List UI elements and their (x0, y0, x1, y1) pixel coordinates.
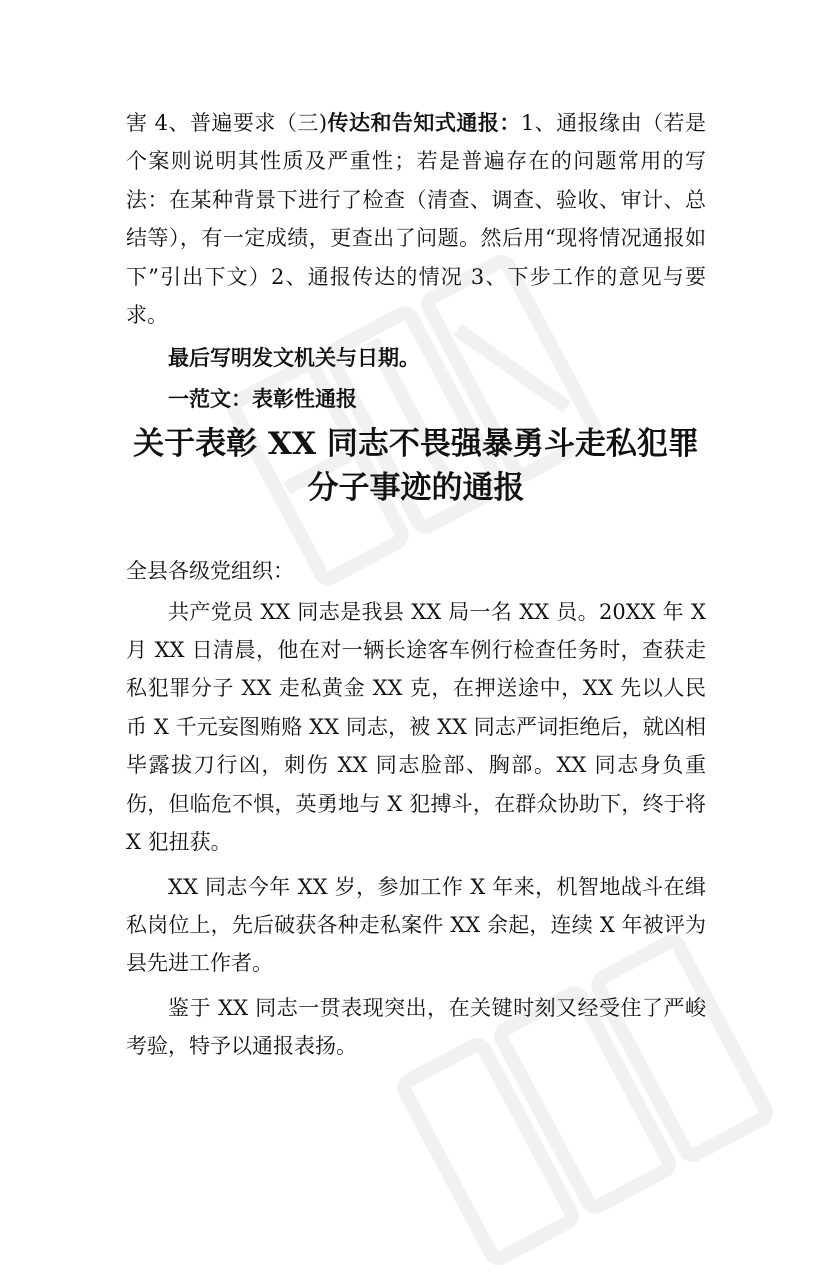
body-paragraph-1: 共产党员 XX 同志是我县 XX 局一名 XX 员。20XX 年 X 月 XX 日清晨，他在对一辆长途客车例行检查任务时，查获走私犯罪分子 XX 走私黄金 XX 克，在押送途中，XX 先以人民币 X 千元妄图贿赂 XX 同志，被 XX 同志严词拒绝后，就凶相毕露拔刀行凶，刺伤 XX 同志脸部、胸部。XX 同志身负重伤，但临危不惧，英勇地与 X 犯搏斗，在群众协助下，终于将 X 犯扭获。 (126, 599, 706, 855)
intro-text-rest: 1、通报缘由（若是个案则说明其性质及严重性；若是普遍存在的问题常用的写法：在某种背景下进行了检查（清查、调查、验收、审计、总结等），有一定成绩，更查出了问题。然后用“现将情况通报如下”引出下文）2、通报传达的情况 3、下步工作的意见与要求。 (126, 111, 706, 328)
intro-bold-heading: 传达和告知式通报： (327, 110, 521, 135)
greeting: 全县各级党组织： (126, 559, 294, 584)
closing-note: 最后写明发文机关与日期。 (168, 345, 420, 371)
document-title (106, 422, 726, 510)
sample-heading: 一范文：表彰性通报 (168, 385, 357, 411)
document-content (126, 104, 706, 1072)
body-paragraph-2: XX 同志今年 XX 岁，参加工作 X 年来，机智地战斗在缉私岗位上，先后破获各种走私案件 XX 余起，连续 X 年被评为县先进工作者。 (126, 874, 706, 976)
intro-text-start: 害 4、普遍要求（三) (126, 111, 328, 135)
intro-paragraph (126, 104, 706, 334)
title-line-1: 关于表彰 XX 同志不畏强暴勇斗走私犯罪 (133, 426, 699, 463)
title-line-2: 分子事迹的通报 (307, 470, 525, 507)
body-paragraph-3: 鉴于 XX 同志一贯表现突出，在关键时刻又经受住了严峻考验，特予以通报表扬。 (126, 995, 706, 1059)
